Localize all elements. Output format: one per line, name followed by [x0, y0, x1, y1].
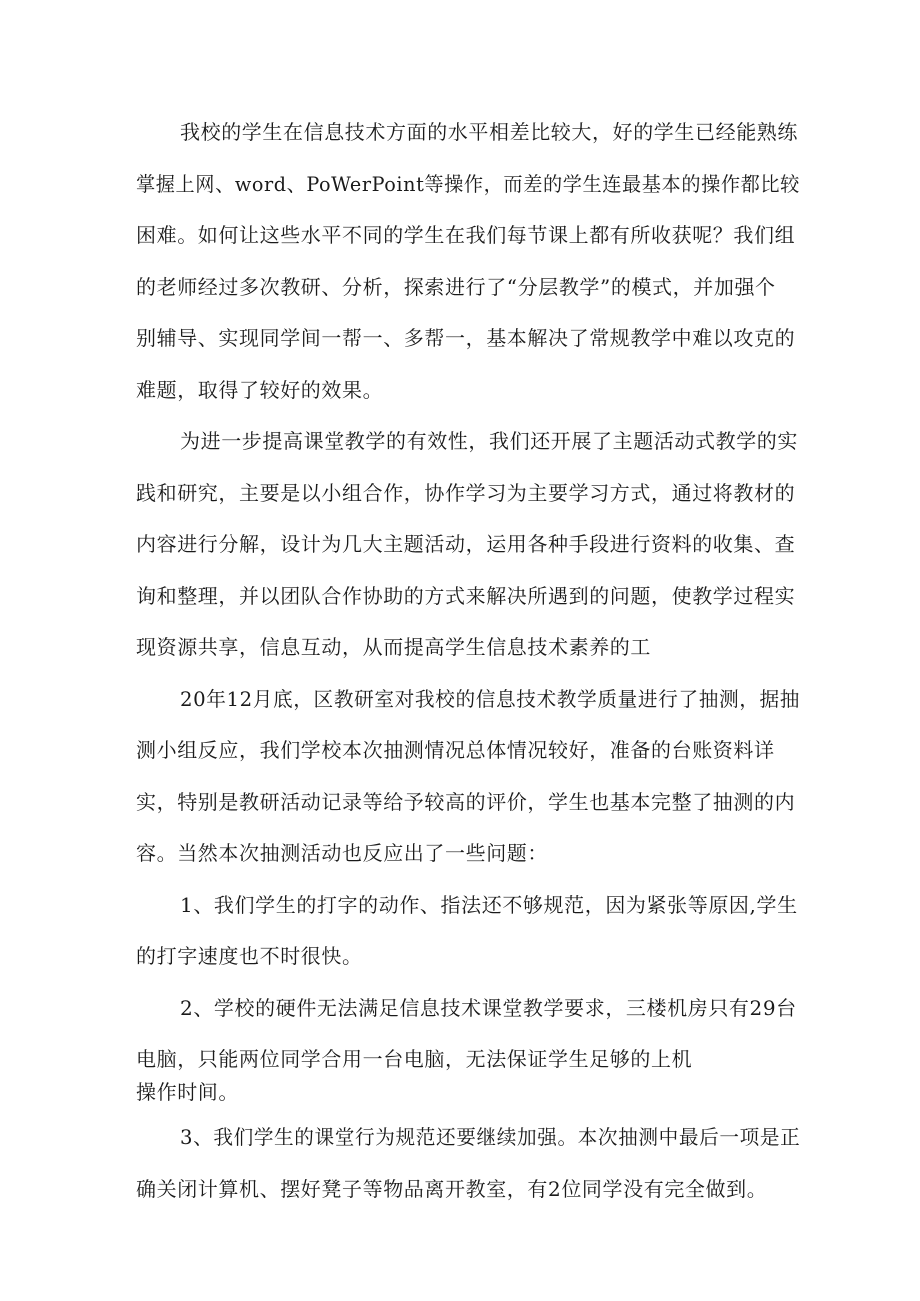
text-line: 询和整理，并以团队合作协助的方式来解决所遇到的问题，使教学过程实	[136, 584, 796, 608]
text-line: 困难。如何让这些水平不同的学生在我们每节课上都有所收获呢？我们组	[136, 223, 796, 247]
text-line: 2、学校的硬件无法满足信息技术课堂教学要求，三楼机房只有29台	[180, 996, 797, 1020]
text-line: 操作时间。	[136, 1080, 239, 1104]
text-line: 确关闭计算机、摆好凳子等物品离开教室，有2位同学没有完全做到。	[136, 1177, 768, 1201]
text-line: 实，特别是教研活动记录等给予较高的评价，学生也基本完整了抽测的内	[136, 790, 796, 814]
text-line: 为进一步提高课堂教学的有效性，我们还开展了主题活动式教学的实	[180, 429, 798, 453]
text-line: 难题，取得了较好的效果。	[136, 378, 384, 402]
text-line: 内容进行分解，设计为几大主题活动，运用各种手段进行资料的收集、查	[136, 532, 796, 556]
text-line: 别辅导、实现同学间一帮一、多帮一，基本解决了常规教学中难以攻克的	[136, 326, 796, 350]
text-line: 的老师经过多次教研、分析，探索进行了“分层教学”的模式，并加强个	[136, 275, 776, 299]
text-line: 测小组反应，我们学校本次抽测情况总体情况较好，准备的台账资料详	[136, 738, 775, 762]
text-line: 1、我们学生的打字的动作、指法还不够规范，因为紧张等原因,学生	[180, 893, 798, 917]
text-line: 践和研究，主要是以小组合作，协作学习为主要学习方式，通过将教材的	[136, 481, 796, 505]
text-line: 我校的学生在信息技术方面的水平相差比较大，好的学生已经能熟练	[180, 120, 798, 144]
text-line: 现资源共享，信息互动，从而提高学生信息技术素养的工	[136, 635, 651, 659]
text-line: 电脑，只能两位同学合用一台电脑，无法保证学生足够的上机	[136, 1047, 693, 1071]
text-line: 3、我们学生的课堂行为规范还要继续加强。本次抽测中最后一项是正	[180, 1125, 801, 1149]
text-line: 的打字速度也不时很快。	[136, 944, 363, 968]
text-line: 20年12月底，区教研室对我校的信息技术教学质量进行了抽测，据抽	[180, 687, 801, 711]
text-line: 容。当然本次抽测活动也反应出了一些问题：	[136, 841, 548, 865]
text-line: 掌握上网、word、PoWerPoint等操作，而差的学生连最基本的操作都比较	[136, 172, 800, 196]
